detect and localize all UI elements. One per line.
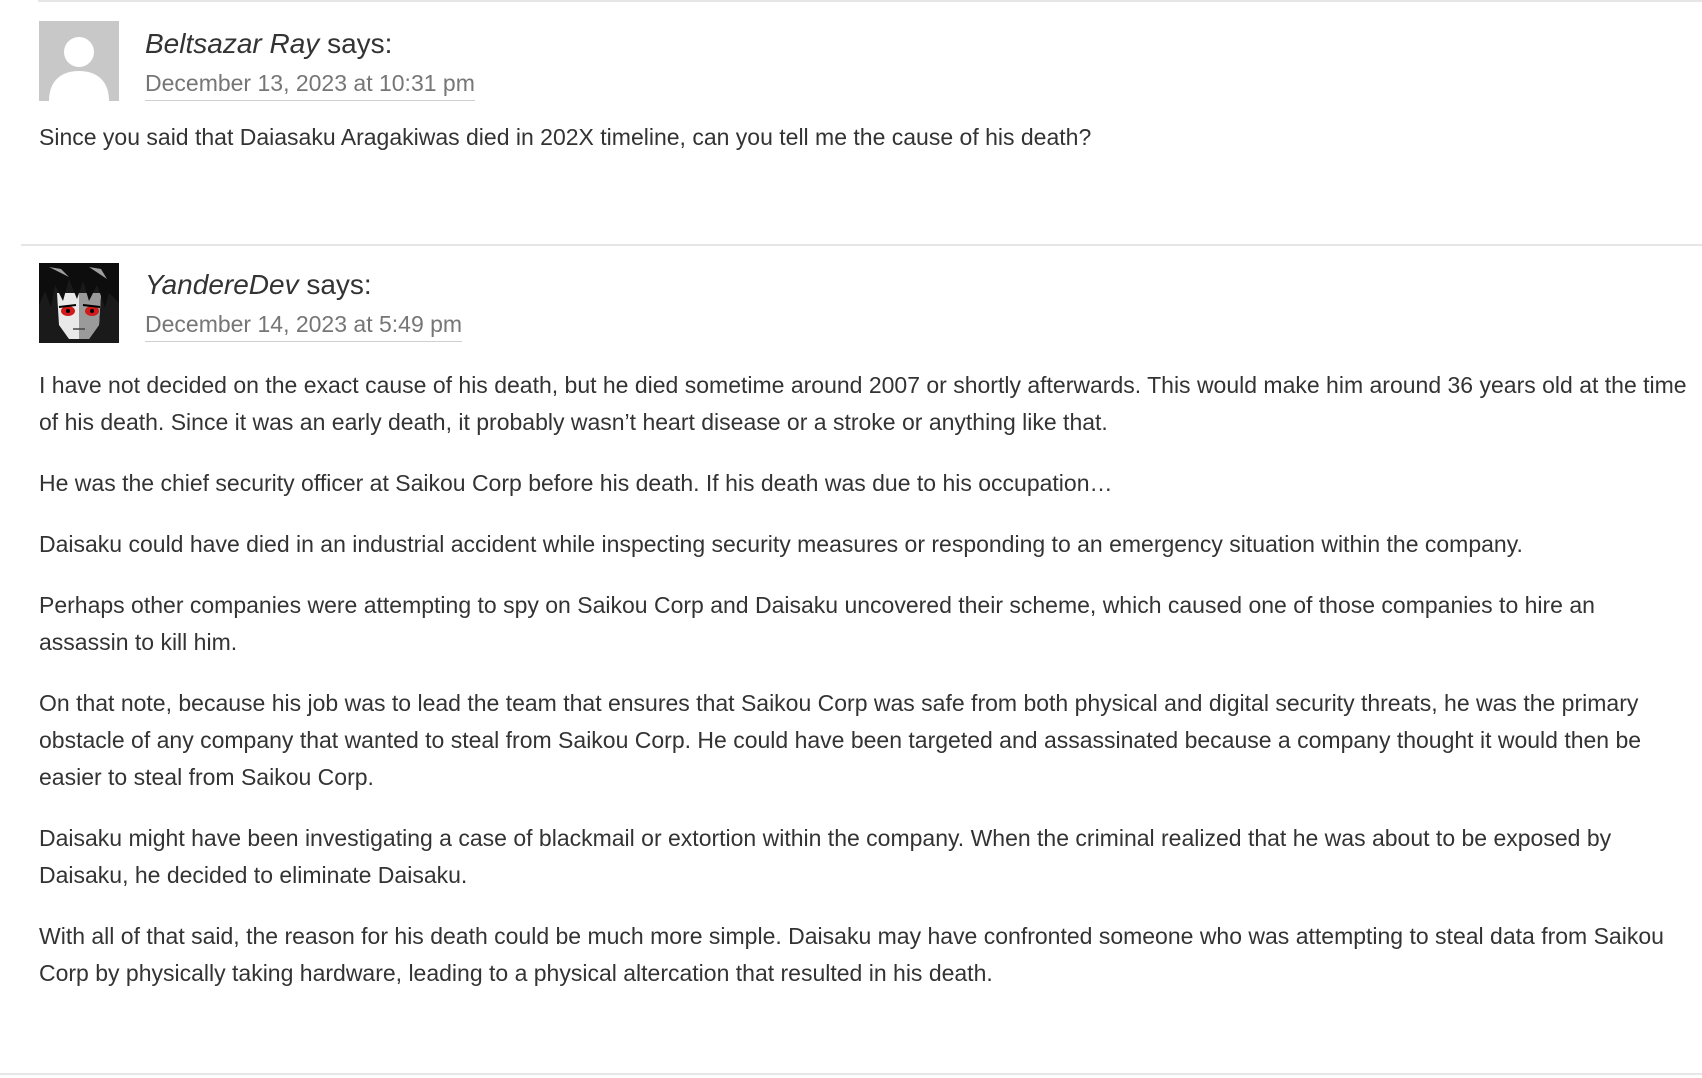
- comment-author-name[interactable]: YandereDev: [145, 269, 299, 300]
- comment-author-line: [145, 24, 475, 64]
- comment-paragraph: Daisaku might have been investigating a case of blackmail or extortion within the company. When the criminal realized that he was about to be exposed by Daisaku, he decided to eliminate Daisaku.: [39, 825, 1612, 888]
- says-label: says:: [327, 28, 393, 59]
- comment-paragraph: He was the chief security officer at Saikou Corp before his death. If his death was due to his occupation…: [39, 470, 1113, 496]
- comment: [0, 0, 1702, 240]
- comment-paragraph: Since you said that Daiasaku Aragakiwas died in 202X timeline, can you tell me the cause of his death?: [39, 124, 1092, 150]
- anime-character-avatar-icon-graphic: [39, 263, 119, 343]
- comment-paragraph: I have not decided on the exact cause of his death, but he died sometime around 2007 or shortly afterwards. This would make him around 36 years old at the time of his death. Since it was an early death, it probably wasn’t heart disease or a stroke or anything like that.: [39, 372, 1687, 435]
- comment: [0, 243, 1702, 1078]
- comment-date-link[interactable]: December 14, 2023 at 5:49 pm: [145, 307, 462, 342]
- default-user-avatar-icon-graphic: [39, 21, 119, 101]
- comment-date-link[interactable]: December 13, 2023 at 10:31 pm: [145, 66, 475, 101]
- comment-body: [39, 367, 1689, 1016]
- comment-meta: [145, 24, 475, 101]
- says-label: says:: [306, 269, 372, 300]
- comment-paragraph: On that note, because his job was to lead the team that ensures that Saikou Corp was safe from both physical and digital security threats, he was the primary obstacle of any company that wanted to steal from Saikou Corp. He could have been targeted and assassinated because a company thought it would then be easier to steal from Saikou Corp.: [39, 690, 1642, 790]
- comment-author-line: [145, 265, 462, 305]
- comment-author-name[interactable]: Beltsazar Ray: [145, 28, 320, 59]
- comment-paragraph: With all of that said, the reason for his death could be much more simple. Daisaku may have confronted someone who was attempting to steal data from Saikou Corp by physically taking hardware, leading to a physical altercation that resulted in his death.: [39, 923, 1664, 986]
- comment-paragraph: Perhaps other companies were attempting to spy on Saikou Corp and Daisaku uncovered their scheme, which caused one of those companies to hire an assassin to kill him.: [39, 592, 1595, 655]
- comment-paragraph: Daisaku could have died in an industrial accident while inspecting security measures or responding to an emergency situation within the company.: [39, 531, 1523, 557]
- comment-meta: [145, 265, 462, 342]
- comment-body: [39, 119, 1689, 180]
- default-user-avatar-icon[interactable]: [39, 21, 119, 101]
- comment-divider: [0, 1073, 1702, 1075]
- anime-character-avatar-icon[interactable]: [39, 263, 119, 343]
